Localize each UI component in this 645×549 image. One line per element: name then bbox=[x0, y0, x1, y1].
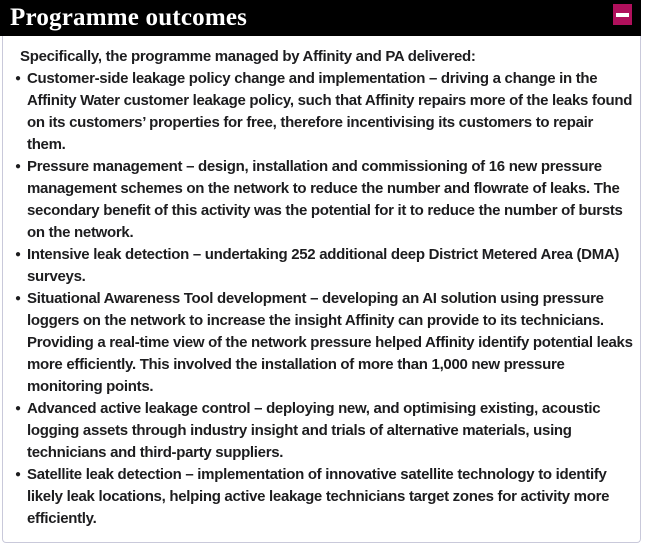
minus-icon bbox=[616, 13, 629, 17]
outcome-bullet-item bbox=[16, 464, 634, 530]
bullet-text: Situational Awareness Tool development – developing an AI solution using pressure loggers on the network to increase the insight Affinity can provide to its technicians. Providing a real-time view of the network pressure helped Affinity identify potential leaks more efficiently. This involved the installation of more than 1,000 new pressure monitoring points. bbox=[27, 290, 633, 395]
outcome-bullet-item bbox=[16, 156, 634, 244]
bullet-text: Satellite leak detection – implementation of innovative satellite technology to identify likely leak locations, helping active leakage technicians target zones for activity more efficiently. bbox=[27, 466, 610, 527]
outcomes-content bbox=[2, 36, 641, 543]
outcome-bullet-item bbox=[16, 244, 634, 288]
bullet-text: Pressure management – design, installation and commissioning of 16 new pressure management schemes on the network to reduce the number and flowrate of leaks. The secondary benefit of this activity was the potential for it to reduce the number of bursts on the network. bbox=[27, 158, 623, 241]
outcome-bullet-item bbox=[16, 288, 634, 398]
bullet-text: Intensive leak detection – undertaking 252 additional deep District Metered Area (DMA) surveys. bbox=[27, 246, 620, 285]
panel-header bbox=[0, 0, 641, 36]
intro-text: Specifically, the programme managed by Affinity and PA delivered: bbox=[20, 48, 476, 65]
outcome-bullet-item bbox=[16, 398, 634, 464]
bullet-text: Customer-side leakage policy change and implementation – driving a change in the Affinity Water customer leakage policy, such that Affinity repairs more of the leaks found on its customers’ properties for free, therefore incentivising its customers to repair them. bbox=[27, 70, 633, 153]
outcome-bullet-item bbox=[16, 68, 634, 156]
page-title: Programme outcomes bbox=[10, 4, 248, 31]
collapse-button[interactable] bbox=[613, 4, 632, 25]
outcome-list bbox=[20, 68, 634, 530]
bullet-text: Advanced active leakage control – deploying new, and optimising existing, acoustic logging assets through industry insight and trials of alternative materials, using technicians and third-party suppliers. bbox=[27, 400, 601, 461]
